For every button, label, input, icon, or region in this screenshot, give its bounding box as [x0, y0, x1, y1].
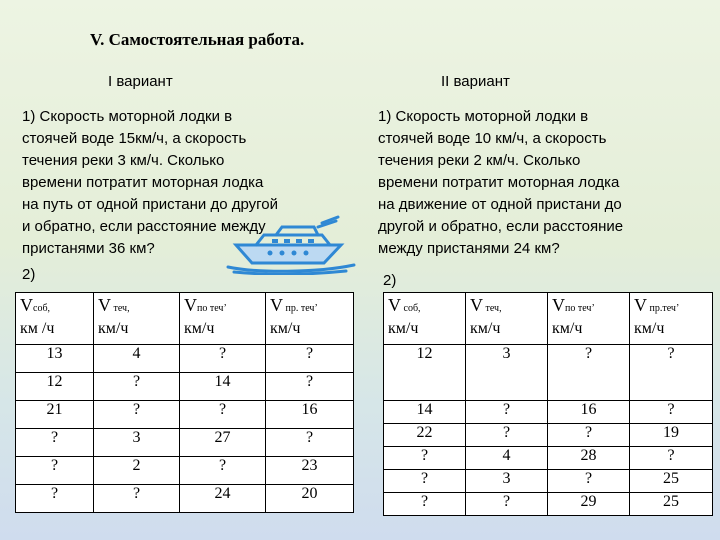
- table-cell: 25: [630, 470, 713, 493]
- variant-1-title: I вариант: [108, 73, 173, 90]
- table-cell: ?: [630, 401, 713, 424]
- header-cell: Vсоб, км /ч: [16, 293, 94, 345]
- table-cell: 13: [16, 345, 94, 373]
- table-cell: 4: [466, 447, 548, 470]
- variant-2-problem: 1) Скорость моторной лодки в стоячей воде 10 км/ч, а скорость течения реки 2 км/ч. Сколько времени потратит моторная лодка на движение от одной пристани до другой и обратно, если расстояние между пристанями 24 км?: [378, 108, 624, 257]
- table-cell: 24: [180, 485, 266, 513]
- table-cell: 3: [94, 429, 180, 457]
- table-cell: 14: [180, 373, 266, 401]
- ship-icon: [226, 215, 356, 280]
- table-cell: 12: [384, 345, 466, 401]
- variant-1-task2-label: 2): [22, 266, 36, 283]
- table-cell: 12: [16, 373, 94, 401]
- table-row: [16, 429, 354, 457]
- table-cell: ?: [466, 424, 548, 447]
- table-cell: ?: [548, 470, 630, 493]
- table-cell: ?: [16, 457, 94, 485]
- table-cell: ?: [266, 429, 354, 457]
- table-cell: ?: [94, 401, 180, 429]
- table-cell: 28: [548, 447, 630, 470]
- header-cell: V пр. теч’ км/ч: [266, 293, 354, 345]
- table-row: [384, 424, 713, 447]
- variant-1-problem: 1) Скорость моторной лодки в стоячей воде 15км/ч, а скорость течения реки 3 км/ч. Сколько времени потратит моторная лодка на путь от одной пристани до другой и обратно, если расстояние между пристанями 36 км?: [22, 108, 279, 257]
- table-cell: ?: [266, 345, 354, 373]
- table-cell: 21: [16, 401, 94, 429]
- header-cell: Vпо теч’ км/ч: [180, 293, 266, 345]
- table-cell: 23: [266, 457, 354, 485]
- table-cell: ?: [180, 345, 266, 373]
- table-row: [384, 345, 713, 401]
- table-row: [16, 485, 354, 513]
- table-cell: 4: [94, 345, 180, 373]
- variant-2-title: II вариант: [441, 73, 510, 90]
- table-cell: 2: [94, 457, 180, 485]
- table-row: [384, 493, 713, 516]
- table-cell: ?: [630, 447, 713, 470]
- table-cell: 16: [266, 401, 354, 429]
- table-cell: 27: [180, 429, 266, 457]
- table-cell: ?: [630, 345, 713, 401]
- header-cell: V теч, км/ч: [94, 293, 180, 345]
- variant-1-table: [15, 292, 354, 513]
- table-cell: ?: [466, 493, 548, 516]
- table-cell: ?: [384, 447, 466, 470]
- table-cell: ?: [180, 401, 266, 429]
- table-cell: 14: [384, 401, 466, 424]
- table-cell: ?: [548, 424, 630, 447]
- table-row: [384, 470, 713, 493]
- table-row: [384, 447, 713, 470]
- table-cell: 29: [548, 493, 630, 516]
- table-cell: ?: [94, 373, 180, 401]
- variant-2-task2-label: 2): [383, 272, 397, 289]
- table-row: [16, 345, 354, 373]
- table-cell: 3: [466, 345, 548, 401]
- header-cell: V пр.теч’ км/ч: [630, 293, 713, 345]
- variant-2-table: [383, 292, 713, 516]
- page-title: V. Самостоятельная работа.: [90, 30, 305, 49]
- table-cell: 3: [466, 470, 548, 493]
- table-cell: ?: [548, 345, 630, 401]
- table-cell: 22: [384, 424, 466, 447]
- table-cell: ?: [266, 373, 354, 401]
- table-row: [16, 401, 354, 429]
- table-row: [16, 373, 354, 401]
- table-cell: ?: [16, 485, 94, 513]
- table-cell: 25: [630, 493, 713, 516]
- table-cell: 19: [630, 424, 713, 447]
- table-cell: 16: [548, 401, 630, 424]
- header-cell: Vпо теч’ км/ч: [548, 293, 630, 345]
- header-cell: V соб, км/ч: [384, 293, 466, 345]
- table-row: [384, 401, 713, 424]
- table-cell: 20: [266, 485, 354, 513]
- table-row: [16, 457, 354, 485]
- table-cell: ?: [180, 457, 266, 485]
- table-cell: ?: [94, 485, 180, 513]
- table-cell: ?: [384, 470, 466, 493]
- table-cell: ?: [16, 429, 94, 457]
- table-cell: ?: [384, 493, 466, 516]
- header-cell: V теч, км/ч: [466, 293, 548, 345]
- table-cell: ?: [466, 401, 548, 424]
